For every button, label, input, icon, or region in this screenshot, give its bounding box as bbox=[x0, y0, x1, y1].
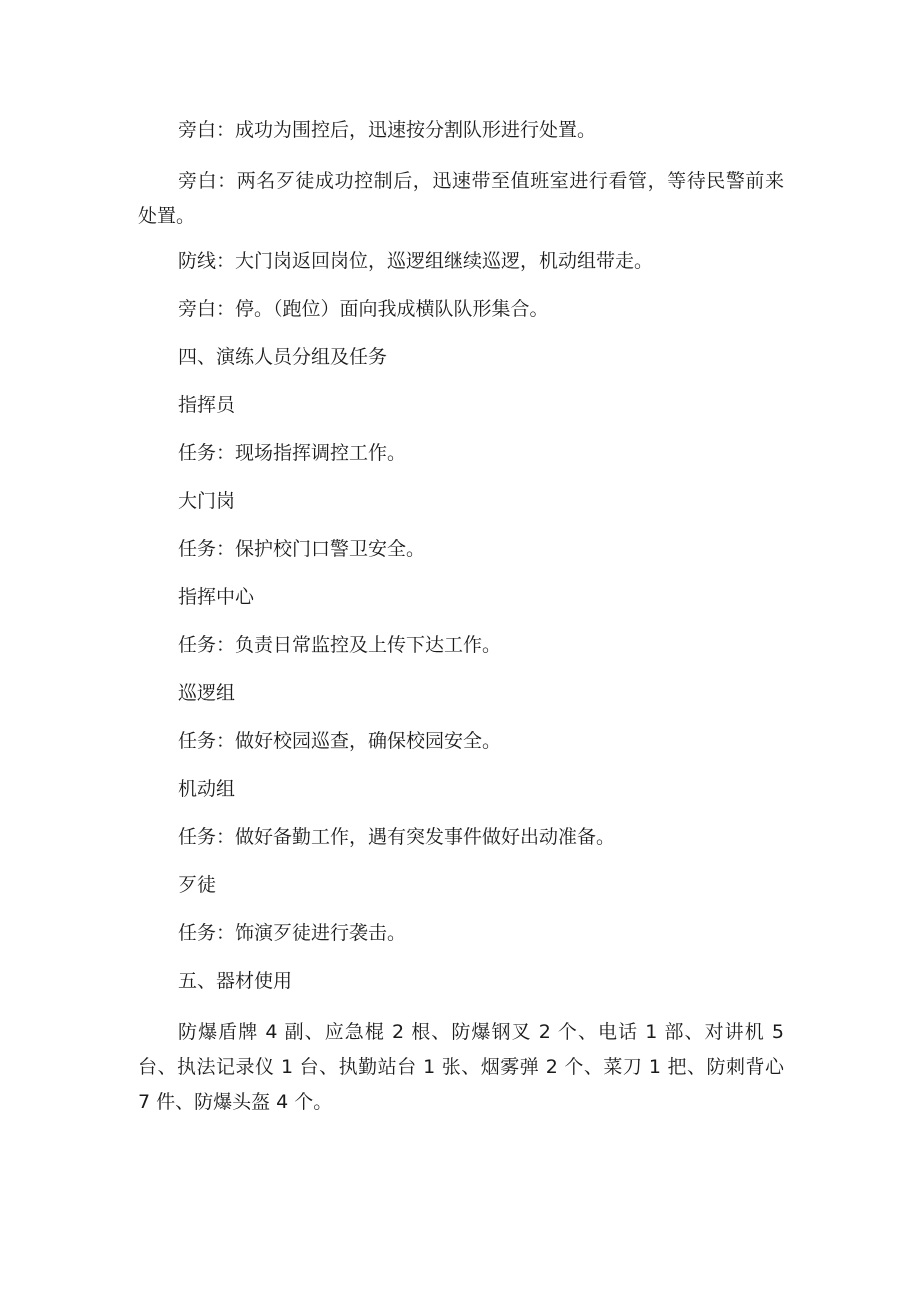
narration-paragraph: 旁白：停。（跑位）面向我成横队队形集合。 bbox=[178, 298, 549, 320]
group-task: 任务：做好备勤工作，遇有突发事件做好出动准备。 bbox=[178, 826, 616, 848]
document-body bbox=[138, 116, 784, 1133]
group-task: 任务：现场指挥调控工作。 bbox=[178, 442, 407, 464]
group-task: 任务：做好校园巡查，确保校园安全。 bbox=[178, 730, 502, 752]
narration-paragraph: 旁白：成功为围控后，迅速按分割队形进行处置。 bbox=[178, 119, 597, 141]
narration-paragraph: 旁白：两名歹徒成功控制后，迅速带至值班室进行看管，等待民警前来处置。 bbox=[138, 170, 784, 227]
section-heading: 五、器材使用 bbox=[178, 970, 293, 992]
equipment-list: 防爆盾牌 4 副、应急棍 2 根、防爆钢叉 2 个、电话 1 部、对讲机 5 台、执法记录仪 1 台、执勤站台 1 张、烟雾弹 2 个、菜刀 1 把、防刺背心 7 件、防爆头盔 4 个。 bbox=[138, 1021, 784, 1113]
group-task: 任务：饰演歹徒进行袭击。 bbox=[178, 922, 407, 944]
section-heading: 四、演练人员分组及任务 bbox=[178, 346, 388, 368]
group-name: 巡逻组 bbox=[178, 682, 236, 704]
group-task: 任务：保护校门口警卫安全。 bbox=[178, 538, 426, 560]
defense-paragraph: 防线：大门岗返回岗位，巡逻组继续巡逻，机动组带走。 bbox=[178, 250, 654, 272]
group-name: 指挥员 bbox=[178, 394, 236, 416]
group-name: 歹徒 bbox=[178, 874, 217, 896]
group-name: 大门岗 bbox=[178, 490, 236, 512]
group-task: 任务：负责日常监控及上传下达工作。 bbox=[178, 634, 502, 656]
group-name: 指挥中心 bbox=[178, 586, 255, 608]
group-name: 机动组 bbox=[178, 778, 236, 800]
